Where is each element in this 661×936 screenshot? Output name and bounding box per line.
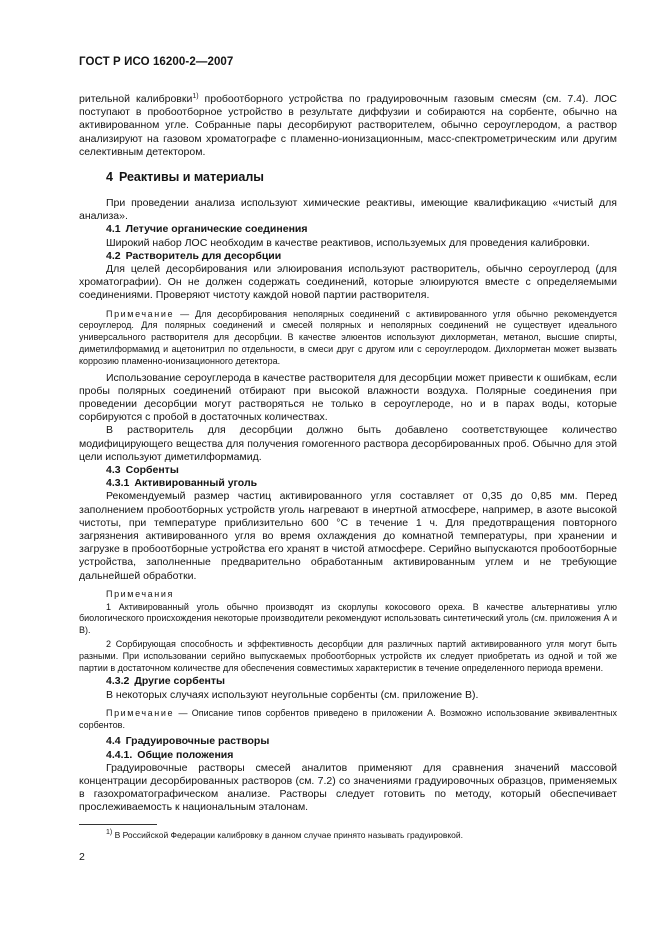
section-4-3-1-text: Рекомендуемый размер частиц активированного угля составляет от 0,35 до 0,85 мм. Перед заполнением пробоотборных устройств уголь нагревают в инертной атмосфере, например, в азоте высокой чистоты, при температуре приблизительно 600 °С в течение 1 ч. Для предотвращения повторного загрязнения активированного угля во время охлаждения до комнатной температуры, при хранении и загрузке в пробоотборные устройства его хранят в чистой атмосфере. Серийно выпускаются пробоотборные устройства, заполненные предварительно обработанным активированным углем и не требующие дальнейшей обработки. xyxy=(79,490,617,582)
section-4-3-1-note-2: 2 Сорбирующая способность и эффективность десорбции для различных партий активированного угля могут быть разными. При использовании серийно выпускаемых пробоотборных устройств их следует приобретать из одной и той же партии в достаточном количестве для обеспечения совместимых характеристик в течение определенного периода времени. xyxy=(79,639,617,673)
section-4-4-1-text: Градуировочные растворы смесей аналитов применяют для сравнения значений массовой концентрации десорбированных растворов (см. 7.2) со значениями градуировочных образцов, применяемых в газохроматографическом анализе. Растворы следует готовить по методу, который обеспечивает прослеживаемость к национальным эталонам. xyxy=(79,761,617,814)
section-4-2-paragraph-3: В растворитель для десорбции должно быть добавлено соответствующее количество модифицирующего вещества для получения гомогенного раствора десорбированных проб. Обычно для этой цели используют диметилформамид. xyxy=(79,424,617,463)
footnote-text: В Российской Федерации калибровку в данном случае принято называть градуировкой. xyxy=(112,830,463,840)
section-4-3-2-heading xyxy=(106,675,617,688)
section-title: Летучие органические соединения xyxy=(125,223,308,236)
section-number: 4.3.1 xyxy=(106,477,130,490)
page-number: 2 xyxy=(79,851,85,863)
section-number: 4.2 xyxy=(106,249,121,262)
section-number: 4 xyxy=(106,170,113,185)
section-4-3-1-note-1: 1 Активированный уголь обычно производят из скорлупы кокосового ореха. В качестве альтернативы углю биологического происхождения некоторые производители рекомендуют использовать синтетический уголь (см. приложения А и В). xyxy=(79,601,617,636)
section-4-3-2-note xyxy=(79,708,617,732)
section-number: 4.1 xyxy=(106,223,121,236)
note-text: — Описание типов сорбентов приведено в приложении А. Возможно использование эквивалентных сорбентов. xyxy=(79,707,617,730)
section-4-4-heading xyxy=(106,735,617,748)
page-body xyxy=(79,93,617,815)
section-4-intro: При проведении анализа используют химические реактивы, имеющие квалификацию «чистый для анализа». xyxy=(79,197,617,223)
section-4-2-paragraph-2: Использование сероуглерода в качестве растворителя для десорбции может привести к ошибкам, если пробы полярных соединений отбирают при высокой влажности воздуха. Полярные соединения при проведении десорбции могут растворяться не только в сероуглероде, но и в парах воды, которые сорбируются с пробой в достаточных количествах. xyxy=(79,371,617,424)
section-4-3-1-notes-label: Примечания xyxy=(106,588,174,599)
section-4-3-1-heading xyxy=(106,477,617,490)
footnote-mark: 1) xyxy=(106,829,113,836)
section-4-1-heading xyxy=(106,223,617,236)
section-title: Реактивы и материалы xyxy=(118,170,264,185)
section-4-2-heading xyxy=(106,250,617,263)
section-title: Сорбенты xyxy=(125,464,179,477)
section-number: 4.4 xyxy=(106,735,121,748)
section-4-heading xyxy=(106,170,617,184)
section-number: 4.3.2 xyxy=(106,675,130,688)
footnote-divider xyxy=(79,824,157,825)
note-text: — Для десорбирования неполярных соединений с активированного угля обычно рекомендуется сероуглерод. Для полярных соединений и смесей полярных и неполярных соединений не существует идеального универсального растворителя для десорбции. В качестве элюентов используют дихлорметан, метанол, высшие спирты, диметилформамид и ацетонитрил по отдельности, в смеси друг с другом или с сероуглеродом. Дихлорметан может вызвать коррозию пламенно-ионизационного детектора. xyxy=(79,308,617,366)
intro-paragraph xyxy=(79,93,617,159)
section-4-3-heading xyxy=(106,464,617,477)
footnote-ref: 1) xyxy=(192,93,199,100)
section-title: Активированный уголь xyxy=(134,477,258,490)
note-label: Примечание xyxy=(106,308,175,319)
section-4-3-2-text: В некоторых случаях используют неугольные сорбенты (см. приложение В). xyxy=(106,688,479,701)
section-4-1-text: Широкий набор ЛОС необходим в качестве реактивов, используемых для проведения калибровки. xyxy=(106,236,590,249)
note-label: Примечание xyxy=(106,707,175,718)
footnote xyxy=(106,830,616,841)
section-title: Общие положения xyxy=(137,748,234,761)
section-title: Градуировочные растворы xyxy=(125,735,270,748)
section-title: Другие сорбенты xyxy=(134,675,225,688)
section-number: 4.4.1. xyxy=(106,748,133,761)
standard-header: ГОСТ Р ИСО 16200-2—2007 xyxy=(79,56,234,68)
intro-text-end: пробоотборного устройства по градуировочным газовым смесям (см. 7.4). ЛОС поступают в пробоотборное устройство в результате диффузии и собираются на сорбенте, обычно на активированном угле. Собранные пары десорбируют растворителем, обычно сероуглеродом, а раствор анализируют на газовом хроматографе с пламенно-ионизационным, масс-спектрометрическим или другим селективным детектором. xyxy=(79,93,617,158)
section-title: Растворитель для десорбции xyxy=(125,249,282,262)
intro-text-start: рительной калибровки xyxy=(79,93,193,105)
section-4-2-paragraph-1: Для целей десорбирования или элюирования используют растворитель, обычно сероуглерод (для хроматографии). Он не должен содержать соединений, которые элюируются вместе с определяемыми соединениями. Проверяют чистоту каждой новой партии растворителя. xyxy=(79,263,617,302)
section-number: 4.3 xyxy=(106,464,121,477)
section-4-4-1-heading xyxy=(106,749,617,762)
section-4-2-note xyxy=(79,309,617,368)
